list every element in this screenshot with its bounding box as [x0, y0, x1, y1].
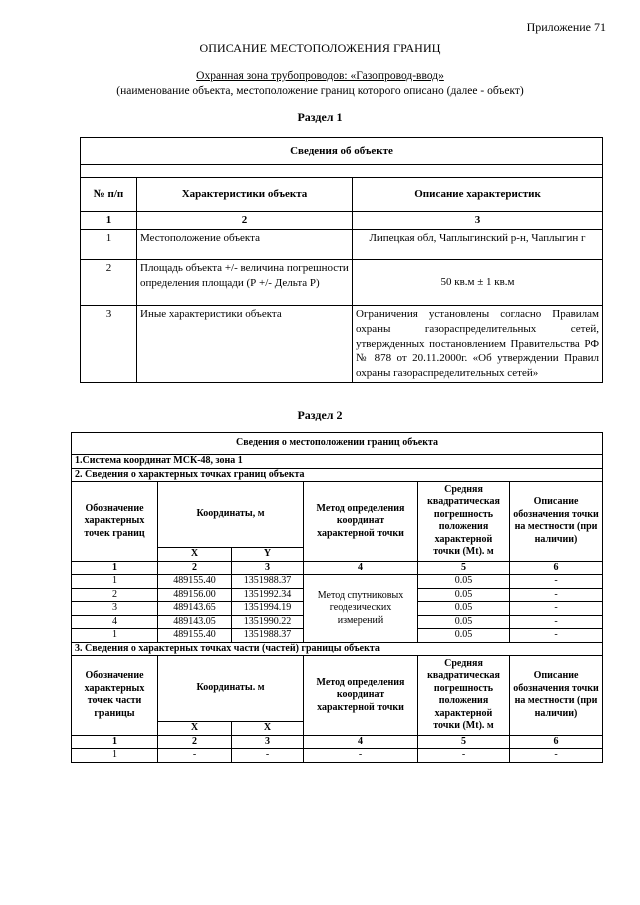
row-number: 1 [81, 229, 137, 259]
characteristic-value: Липецкая обл, Чаплыгинский р-н, Чаплыгин г [353, 229, 603, 259]
point-description: - [510, 588, 603, 602]
col-number: 4 [304, 735, 418, 749]
col-number: 5 [418, 561, 510, 575]
point-id: 2 [72, 588, 158, 602]
col-number: 1 [72, 561, 158, 575]
spacer-row [81, 165, 603, 178]
table-row [72, 749, 603, 763]
header-method: Метод определения координат характерной точки [304, 482, 418, 562]
point-x: 489155.40 [158, 629, 232, 643]
point-error: 0.05 [418, 575, 510, 589]
row-number: 2 [81, 259, 137, 305]
point-error: 0.05 [418, 602, 510, 616]
col-number: 2 [158, 561, 232, 575]
col-header-description: Описание характеристик [353, 178, 603, 212]
characteristic-value: Ограничения установлены согласно Правилам охраны газораспределительных сетей, утвержденных постановлением Правительства РФ № 878 от 20.11.2000г. «Об утверждении Правил охраны газораспределительных сетей» [353, 305, 603, 382]
point-x: 489155.40 [158, 575, 232, 589]
characteristic-name: Местоположение объекта [137, 229, 353, 259]
object-name-caption: (наименование объекта, местоположение границ которого описано (далее - объект) [116, 85, 524, 97]
point-y: 1351992.34 [232, 588, 304, 602]
point-y: 1351988.37 [232, 575, 304, 589]
point-y: 1351990.22 [232, 615, 304, 629]
characteristic-name: Иные характеристики объекта [137, 305, 353, 382]
point-error: 0.05 [418, 588, 510, 602]
col-number: 6 [510, 735, 603, 749]
annex-label: Приложение 71 [526, 20, 606, 34]
boundary-location-table [71, 432, 603, 763]
boundary-table-title: Сведения о местоположении границ объекта [72, 433, 603, 455]
col-header-characteristic: Характеристики объекта [137, 178, 353, 212]
col-number: 1 [81, 212, 137, 230]
characteristic-value: 50 кв.м ± 1 кв.м [353, 259, 603, 305]
part-point-error: - [418, 749, 510, 763]
part-point-id: 1 [72, 749, 158, 763]
object-info-table [80, 137, 603, 383]
part-points-section-title: 3. Сведения о характерных точках части (частей) границы объекта [72, 642, 603, 656]
part-point-method: - [304, 749, 418, 763]
point-error: 0.05 [418, 615, 510, 629]
point-description: - [510, 602, 603, 616]
header-error: Средняя квадратическая погрешность положения характерной точки (Mt). м [418, 482, 510, 562]
section-2-title: Раздел 2 [297, 408, 343, 422]
col-number: 3 [353, 212, 603, 230]
col-number: 2 [137, 212, 353, 230]
point-id: 1 [72, 575, 158, 589]
header-error: Средняя квадратическая погрешность положения характерной точки (Mt). м [418, 656, 510, 736]
header-x: X [158, 722, 232, 736]
header-description: Описание обозначения точки на местности (при наличии) [510, 482, 603, 562]
object-info-table-title: Сведения об объекте [81, 138, 603, 165]
header-description: Описание обозначения точки на местности (при наличии) [510, 656, 603, 736]
point-error: 0.05 [418, 629, 510, 643]
points-section-title: 2. Сведения о характерных точках границ объекта [72, 468, 603, 482]
header-y: X [232, 722, 304, 736]
header-point-id: Обозначение характерных точек части границы [72, 656, 158, 736]
characteristic-name: Площадь объекта +/- величина погрешности определения площади (Р +/- Дельта Р) [137, 259, 353, 305]
point-y: 1351988.37 [232, 629, 304, 643]
point-x: 489143.05 [158, 615, 232, 629]
coordinate-system: 1.Система координат МСК-48, зона 1 [72, 455, 603, 469]
col-number: 3 [232, 735, 304, 749]
part-point-x: - [158, 749, 232, 763]
col-number: 5 [418, 735, 510, 749]
point-id: 1 [72, 629, 158, 643]
object-name: Охранная зона трубопроводов: «Газопровод-ввод» [196, 70, 444, 82]
header-coordinates: Координаты, м [158, 482, 304, 548]
part-point-description: - [510, 749, 603, 763]
point-method: Метод спутниковых геодезических измерений [304, 575, 418, 643]
point-description: - [510, 629, 603, 643]
header-method: Метод определения координат характерной точки [304, 656, 418, 736]
col-number: 1 [72, 735, 158, 749]
header-coordinates: Координаты. м [158, 656, 304, 722]
point-id: 4 [72, 615, 158, 629]
header-x: X [158, 548, 232, 562]
part-point-y: - [232, 749, 304, 763]
col-number: 3 [232, 561, 304, 575]
header-point-id: Обозначение характерных точек границ [72, 482, 158, 562]
section-1-title: Раздел 1 [297, 110, 343, 124]
col-number: 2 [158, 735, 232, 749]
col-number: 4 [304, 561, 418, 575]
point-id: 3 [72, 602, 158, 616]
header-y: Y [232, 548, 304, 562]
table-row [72, 575, 603, 589]
col-header-number: № п/п [81, 178, 137, 212]
row-number: 3 [81, 305, 137, 382]
point-y: 1351994.19 [232, 602, 304, 616]
document-title: ОПИСАНИЕ МЕСТОПОЛОЖЕНИЯ ГРАНИЦ [199, 41, 441, 55]
point-description: - [510, 615, 603, 629]
col-number: 6 [510, 561, 603, 575]
point-x: 489156.00 [158, 588, 232, 602]
point-description: - [510, 575, 603, 589]
point-x: 489143.65 [158, 602, 232, 616]
